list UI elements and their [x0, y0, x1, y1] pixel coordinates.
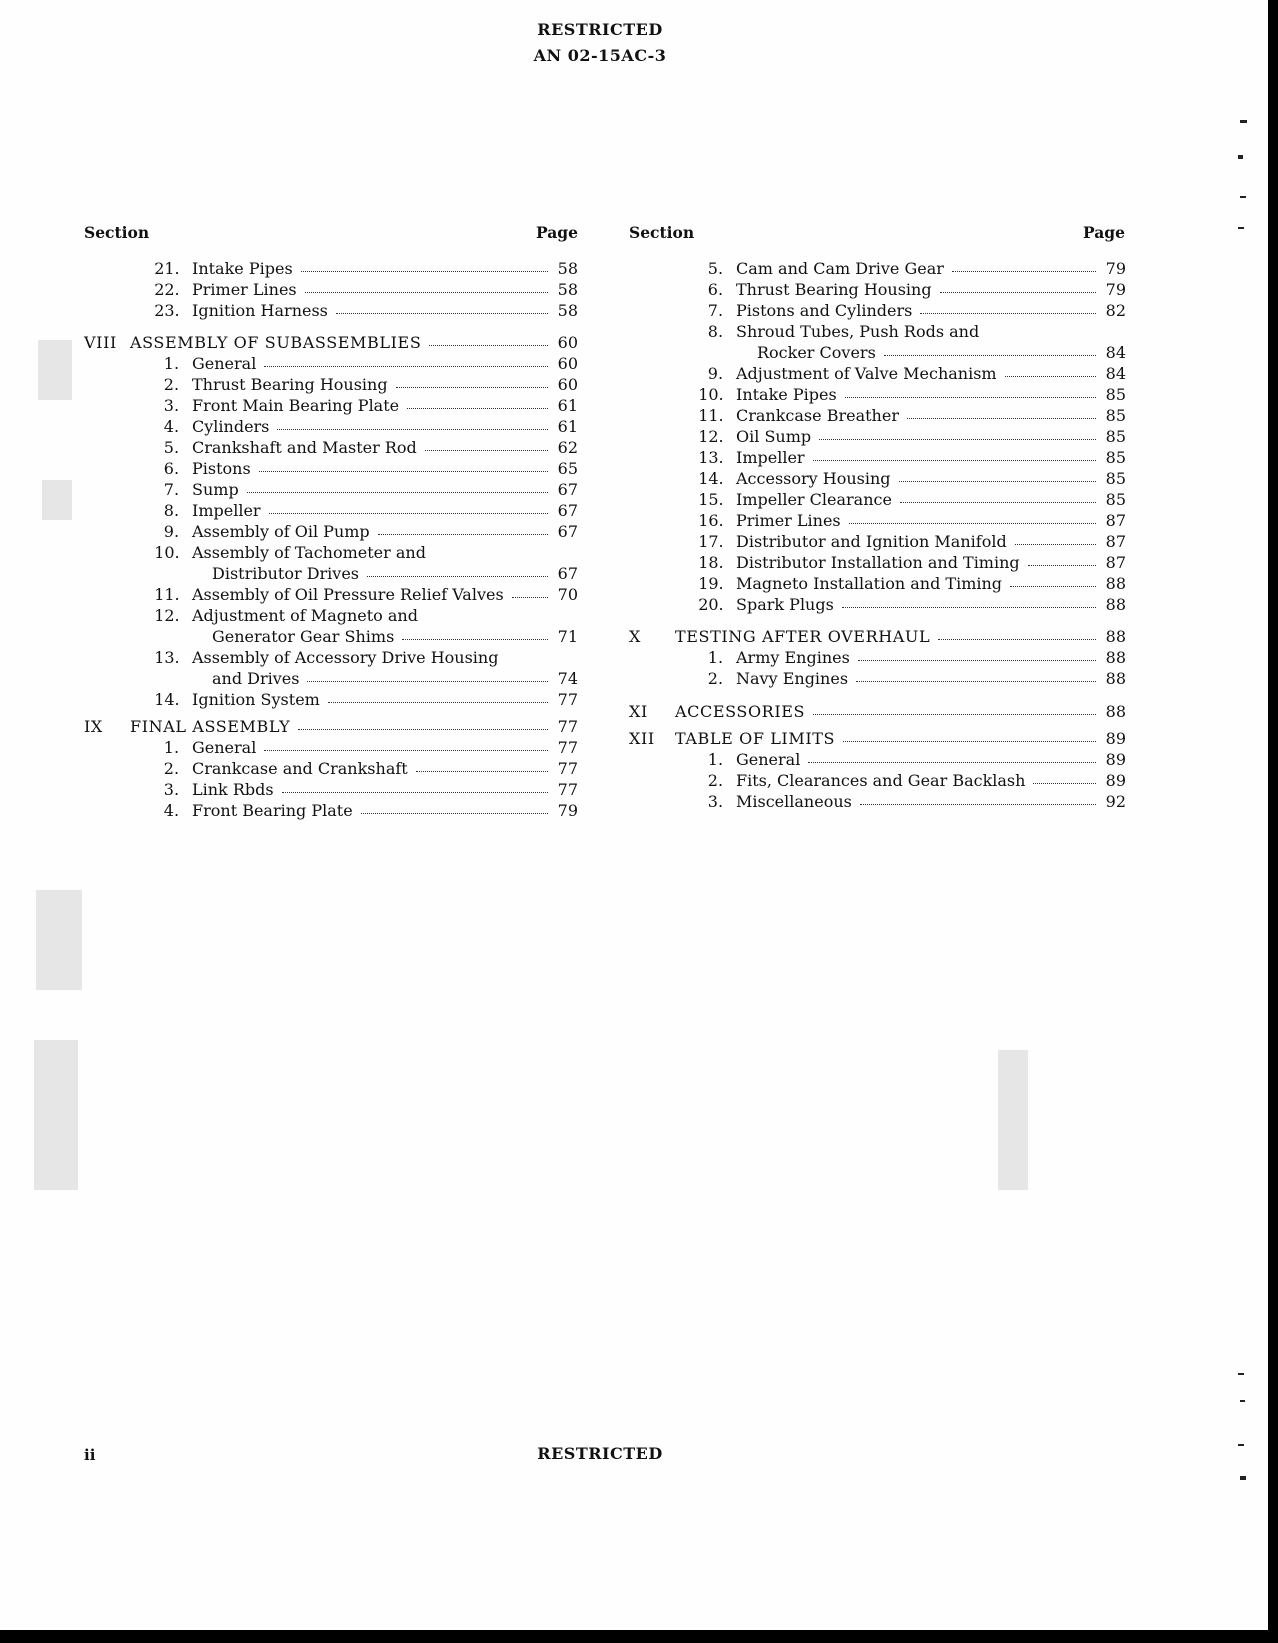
- toc-page-number: 61: [557, 417, 578, 436]
- toc-entry-row: [84, 458, 578, 479]
- dot-leader: [813, 714, 1096, 715]
- toc-entry-row: [629, 552, 1126, 573]
- toc-item-number: 15.: [698, 490, 724, 509]
- toc-entry-title: and Drives: [212, 669, 300, 688]
- toc-entry-row: [84, 584, 578, 605]
- toc-section-number: IX: [84, 717, 103, 736]
- toc-item-number: 12.: [698, 427, 724, 446]
- scan-smudge: [38, 340, 72, 400]
- scan-smudge: [998, 1050, 1028, 1190]
- toc-entry-title: Crankcase Breather: [736, 406, 899, 425]
- toc-entry-title: TABLE OF LIMITS: [675, 729, 836, 748]
- toc-entry-row: [84, 353, 578, 374]
- toc-entry-title: Rocker Covers: [757, 343, 876, 362]
- toc-entry-row: [629, 668, 1126, 689]
- toc-entry-title: ASSEMBLY OF SUBASSEMBLIES: [130, 333, 422, 352]
- toc-entry-title: Spark Plugs: [736, 595, 834, 614]
- dot-leader: [378, 534, 548, 535]
- toc-page-number: 79: [1105, 280, 1126, 299]
- toc-entry-title: TESTING AFTER OVERHAUL: [675, 627, 931, 646]
- dot-leader: [813, 460, 1096, 461]
- toc-entry-row: [629, 447, 1126, 468]
- toc-entry-title: Intake Pipes: [736, 385, 837, 404]
- toc-page-number: 77: [557, 738, 578, 757]
- dot-leader: [849, 523, 1096, 524]
- toc-entry-row: [84, 395, 578, 416]
- toc-entry-title: Impeller Clearance: [736, 490, 892, 509]
- toc-section-row: [629, 626, 1126, 647]
- toc-entry-row: [629, 405, 1126, 426]
- scan-mark: [1238, 1373, 1244, 1375]
- toc-page-number: 58: [557, 301, 578, 320]
- toc-entry-title: Cam and Cam Drive Gear: [736, 259, 944, 278]
- toc-page-number: 85: [1105, 490, 1126, 509]
- toc-item-number: 1.: [707, 648, 724, 667]
- toc-entry-title: Primer Lines: [736, 511, 841, 530]
- dot-leader: [940, 292, 1096, 293]
- toc-entry-title: Sump: [192, 480, 239, 499]
- toc-item-number: 1.: [163, 354, 180, 373]
- toc-entry-title: Navy Engines: [736, 669, 849, 688]
- scan-mark: [1238, 1444, 1244, 1446]
- toc-entry-row: [629, 279, 1126, 300]
- toc-entry-title: General: [192, 738, 257, 757]
- dot-leader: [264, 750, 548, 751]
- dot-leader: [259, 471, 548, 472]
- toc-item-number: 3.: [163, 780, 180, 799]
- toc-item-number: 18.: [698, 553, 724, 572]
- toc-page-number: 60: [557, 333, 578, 352]
- toc-item-number: 7.: [163, 480, 180, 499]
- toc-item-number: 2.: [707, 669, 724, 688]
- toc-entry-row: [84, 300, 578, 321]
- toc-item-number: 14.: [154, 690, 180, 709]
- left-section-heading: Section: [84, 223, 150, 242]
- toc-entry-title: Crankcase and Crankshaft: [192, 759, 408, 778]
- toc-entry-row: [84, 374, 578, 395]
- toc-entry-row: [84, 521, 578, 542]
- toc-entry-title: Distributor Installation and Timing: [736, 553, 1020, 572]
- toc-entry-row: [84, 758, 578, 779]
- toc-entry-title: Accessory Housing: [736, 469, 891, 488]
- toc-entry-title: Magneto Installation and Timing: [736, 574, 1003, 593]
- dot-leader: [277, 429, 548, 430]
- toc-page-number: 84: [1105, 364, 1126, 383]
- scan-smudge: [42, 480, 72, 520]
- toc-entry-title: Assembly of Tachometer and: [192, 543, 426, 562]
- toc-item-number: 1.: [707, 750, 724, 769]
- toc-item-number: 2.: [707, 771, 724, 790]
- dot-leader: [1010, 586, 1096, 587]
- toc-page-number: 71: [557, 627, 578, 646]
- toc-entry-title: Miscellaneous: [736, 792, 852, 811]
- toc-page-number: 70: [557, 585, 578, 604]
- scan-smudge: [36, 890, 82, 990]
- toc-item-number: 6.: [707, 280, 724, 299]
- toc-item-number: 11.: [154, 585, 180, 604]
- toc-page-number: 60: [557, 354, 578, 373]
- dot-leader: [858, 660, 1096, 661]
- toc-section-row: [629, 701, 1126, 722]
- toc-entry-title: Adjustment of Valve Mechanism: [736, 364, 997, 383]
- toc-entry-title: Fits, Clearances and Gear Backlash: [736, 771, 1026, 790]
- toc-item-number: 4.: [163, 417, 180, 436]
- dot-leader: [305, 292, 548, 293]
- toc-item-number: 23.: [154, 301, 180, 320]
- toc-item-number: 19.: [698, 574, 724, 593]
- left-page-heading: Page: [536, 223, 578, 242]
- toc-page-number: 85: [1105, 448, 1126, 467]
- toc-section-number: XII: [629, 729, 655, 748]
- toc-item-number: 22.: [154, 280, 180, 299]
- toc-entry-row: [84, 800, 578, 821]
- toc-entry-title: Primer Lines: [192, 280, 297, 299]
- scan-border-right: [1268, 0, 1278, 1643]
- toc-entry-row: [84, 779, 578, 800]
- toc-page-number: 85: [1105, 385, 1126, 404]
- toc-page-number: 67: [557, 522, 578, 541]
- toc-item-number: 13.: [698, 448, 724, 467]
- toc-page-number: 88: [1105, 648, 1126, 667]
- toc-entry-title: General: [192, 354, 257, 373]
- toc-entry-row: [629, 321, 1126, 342]
- toc-page-number: 87: [1105, 553, 1126, 572]
- toc-page-number: 87: [1105, 511, 1126, 530]
- toc-page-number: 85: [1105, 427, 1126, 446]
- toc-entry-row: [84, 626, 578, 647]
- toc-page-number: 88: [1105, 595, 1126, 614]
- toc-item-number: 10.: [154, 543, 180, 562]
- dot-leader: [907, 418, 1096, 419]
- toc-entry-row: [629, 573, 1126, 594]
- toc-item-number: 4.: [163, 801, 180, 820]
- toc-item-number: 5.: [707, 259, 724, 278]
- toc-entry-title: Front Bearing Plate: [192, 801, 353, 820]
- dot-leader: [920, 313, 1096, 314]
- toc-entry-title: Front Main Bearing Plate: [192, 396, 400, 415]
- dot-leader: [282, 792, 548, 793]
- dot-leader: [264, 366, 548, 367]
- dot-leader: [361, 813, 548, 814]
- header-doc-number: AN 02-15AC-3: [533, 46, 667, 65]
- toc-page-number: 84: [1105, 343, 1126, 362]
- scan-mark: [1238, 227, 1244, 229]
- footer-page-number: ii: [84, 1446, 96, 1464]
- toc-entry-row: [84, 605, 578, 626]
- dot-leader: [416, 771, 548, 772]
- scan-mark: [1240, 1400, 1245, 1402]
- dot-leader: [845, 397, 1096, 398]
- toc-page-number: 58: [557, 280, 578, 299]
- toc-page-number: 67: [557, 480, 578, 499]
- dot-leader: [842, 607, 1096, 608]
- toc-page-number: 65: [557, 459, 578, 478]
- toc-entry-row: [629, 531, 1126, 552]
- dot-leader: [900, 502, 1096, 503]
- dot-leader: [843, 741, 1096, 742]
- dot-leader: [328, 702, 548, 703]
- toc-item-number: 1.: [163, 738, 180, 757]
- toc-item-number: 13.: [154, 648, 180, 667]
- toc-entry-row: [629, 770, 1126, 791]
- toc-section-number: VIII: [84, 333, 117, 352]
- dot-leader: [269, 513, 548, 514]
- toc-page-number: 77: [557, 717, 578, 736]
- dot-leader: [247, 492, 548, 493]
- toc-page-number: 74: [557, 669, 578, 688]
- toc-entry-title: Adjustment of Magneto and: [192, 606, 418, 625]
- dot-leader: [856, 681, 1096, 682]
- toc-entry-row: [84, 563, 578, 584]
- dot-leader: [1028, 565, 1096, 566]
- toc-entry-title: Intake Pipes: [192, 259, 293, 278]
- toc-item-number: 3.: [707, 792, 724, 811]
- toc-entry-row: [629, 791, 1126, 812]
- toc-page-number: 89: [1105, 771, 1126, 790]
- dot-leader: [819, 439, 1096, 440]
- toc-entry-row: [84, 668, 578, 689]
- dot-leader: [808, 762, 1096, 763]
- dot-leader: [429, 345, 548, 346]
- dot-leader: [952, 271, 1096, 272]
- toc-entry-row: [629, 510, 1126, 531]
- dot-leader: [1015, 544, 1096, 545]
- toc-entry-row: [629, 426, 1126, 447]
- toc-entry-row: [629, 258, 1126, 279]
- toc-entry-title: General: [736, 750, 801, 769]
- toc-entry-title: Assembly of Accessory Drive Housing: [192, 648, 499, 667]
- toc-page-number: 88: [1105, 669, 1126, 688]
- toc-entry-row: [84, 737, 578, 758]
- toc-entry-title: Oil Sump: [736, 427, 812, 446]
- dot-leader: [425, 450, 548, 451]
- toc-item-number: 16.: [698, 511, 724, 530]
- toc-entry-row: [629, 749, 1126, 770]
- dot-leader: [1005, 376, 1096, 377]
- toc-page-number: 79: [557, 801, 578, 820]
- dot-leader: [512, 597, 548, 598]
- dot-leader: [301, 271, 548, 272]
- toc-item-number: 9.: [163, 522, 180, 541]
- toc-item-number: 9.: [707, 364, 724, 383]
- right-page-heading: Page: [1083, 223, 1125, 242]
- toc-entry-title: Crankshaft and Master Rod: [192, 438, 417, 457]
- toc-entry-row: [629, 342, 1126, 363]
- toc-entry-row: [84, 279, 578, 300]
- scan-mark: [1240, 120, 1247, 123]
- toc-page-number: 88: [1105, 574, 1126, 593]
- toc-entry-title: Distributor Drives: [212, 564, 360, 583]
- toc-item-number: 8.: [163, 501, 180, 520]
- toc-item-number: 2.: [163, 375, 180, 394]
- toc-entry-title: Shroud Tubes, Push Rods and: [736, 322, 980, 341]
- dot-leader: [1033, 783, 1096, 784]
- dot-leader: [402, 639, 548, 640]
- toc-page-number: 62: [557, 438, 578, 457]
- toc-item-number: 3.: [163, 396, 180, 415]
- toc-page-number: 79: [1105, 259, 1126, 278]
- toc-entry-title: Impeller: [736, 448, 805, 467]
- toc-entry-row: [629, 300, 1126, 321]
- toc-entry-title: Army Engines: [736, 648, 850, 667]
- dot-leader: [860, 804, 1096, 805]
- toc-page-number: 89: [1105, 750, 1126, 769]
- toc-entry-title: Ignition System: [192, 690, 320, 709]
- toc-entry-row: [629, 468, 1126, 489]
- toc-page-number: 89: [1105, 729, 1126, 748]
- toc-item-number: 17.: [698, 532, 724, 551]
- toc-entry-row: [84, 542, 578, 563]
- toc-section-number: X: [629, 627, 641, 646]
- toc-item-number: 6.: [163, 459, 180, 478]
- toc-entry-title: Link Rbds: [192, 780, 274, 799]
- dot-leader: [307, 681, 548, 682]
- dot-leader: [396, 387, 548, 388]
- toc-entry-row: [84, 479, 578, 500]
- scan-mark: [1240, 1476, 1246, 1480]
- toc-page-number: 77: [557, 690, 578, 709]
- toc-item-number: 12.: [154, 606, 180, 625]
- toc-item-number: 7.: [707, 301, 724, 320]
- toc-entry-title: Generator Gear Shims: [212, 627, 395, 646]
- toc-page-number: 60: [557, 375, 578, 394]
- toc-item-number: 2.: [163, 759, 180, 778]
- toc-entry-title: Assembly of Oil Pump: [192, 522, 370, 541]
- toc-entry-row: [629, 594, 1126, 615]
- toc-entry-title: Thrust Bearing Housing: [736, 280, 932, 299]
- scan-border-bottom: [0, 1630, 1278, 1643]
- toc-page-number: 87: [1105, 532, 1126, 551]
- toc-page-number: 85: [1105, 406, 1126, 425]
- toc-entry-row: [84, 416, 578, 437]
- toc-entry-title: Cylinders: [192, 417, 270, 436]
- right-section-heading: Section: [629, 223, 695, 242]
- toc-item-number: 5.: [163, 438, 180, 457]
- toc-entry-row: [629, 489, 1126, 510]
- toc-entry-row: [629, 647, 1126, 668]
- toc-entry-row: [84, 689, 578, 710]
- toc-page-number: 58: [557, 259, 578, 278]
- toc-entry-title: Thrust Bearing Housing: [192, 375, 388, 394]
- toc-page-number: 77: [557, 780, 578, 799]
- toc-page-number: 67: [557, 501, 578, 520]
- toc-section-row: [84, 716, 578, 737]
- toc-page-number: 88: [1105, 702, 1126, 721]
- dot-leader: [884, 355, 1096, 356]
- toc-item-number: 10.: [698, 385, 724, 404]
- dot-leader: [367, 576, 548, 577]
- toc-page-number: 77: [557, 759, 578, 778]
- toc-page-number: 85: [1105, 469, 1126, 488]
- toc-page-number: 61: [557, 396, 578, 415]
- toc-section-number: XI: [629, 702, 648, 721]
- toc-entry-title: Ignition Harness: [192, 301, 328, 320]
- toc-section-row: [629, 728, 1126, 749]
- toc-entry-row: [629, 363, 1126, 384]
- dot-leader: [938, 639, 1096, 640]
- toc-page-number: 82: [1105, 301, 1126, 320]
- toc-entry-title: Impeller: [192, 501, 261, 520]
- toc-entry-title: ACCESSORIES: [675, 702, 806, 721]
- toc-entry-row: [629, 384, 1126, 405]
- scan-smudge: [34, 1040, 78, 1190]
- toc-section-row: [84, 332, 578, 353]
- toc-item-number: 21.: [154, 259, 180, 278]
- toc-page-number: 92: [1105, 792, 1126, 811]
- toc-item-number: 8.: [707, 322, 724, 341]
- toc-entry-title: Distributor and Ignition Manifold: [736, 532, 1007, 551]
- toc-entry-title: FINAL ASSEMBLY: [130, 717, 291, 736]
- toc-item-number: 14.: [698, 469, 724, 488]
- toc-entry-row: [84, 647, 578, 668]
- toc-entry-row: [84, 500, 578, 521]
- toc-entry-title: Assembly of Oil Pressure Relief Valves: [192, 585, 504, 604]
- dot-leader: [407, 408, 548, 409]
- header-restricted: RESTRICTED: [537, 20, 663, 39]
- dot-leader: [899, 481, 1096, 482]
- toc-entry-title: Pistons and Cylinders: [736, 301, 913, 320]
- toc-entry-row: [84, 437, 578, 458]
- toc-page-number: 67: [557, 564, 578, 583]
- dot-leader: [336, 313, 548, 314]
- footer-restricted: RESTRICTED: [537, 1444, 663, 1463]
- toc-page-number: 88: [1105, 627, 1126, 646]
- scan-mark: [1238, 155, 1243, 159]
- toc-entry-title: Pistons: [192, 459, 251, 478]
- dot-leader: [298, 729, 548, 730]
- toc-right-column: [629, 258, 1126, 812]
- toc-item-number: 20.: [698, 595, 724, 614]
- toc-entry-row: [84, 258, 578, 279]
- toc-left-column: [84, 258, 578, 821]
- toc-item-number: 11.: [698, 406, 724, 425]
- scan-mark: [1240, 196, 1246, 198]
